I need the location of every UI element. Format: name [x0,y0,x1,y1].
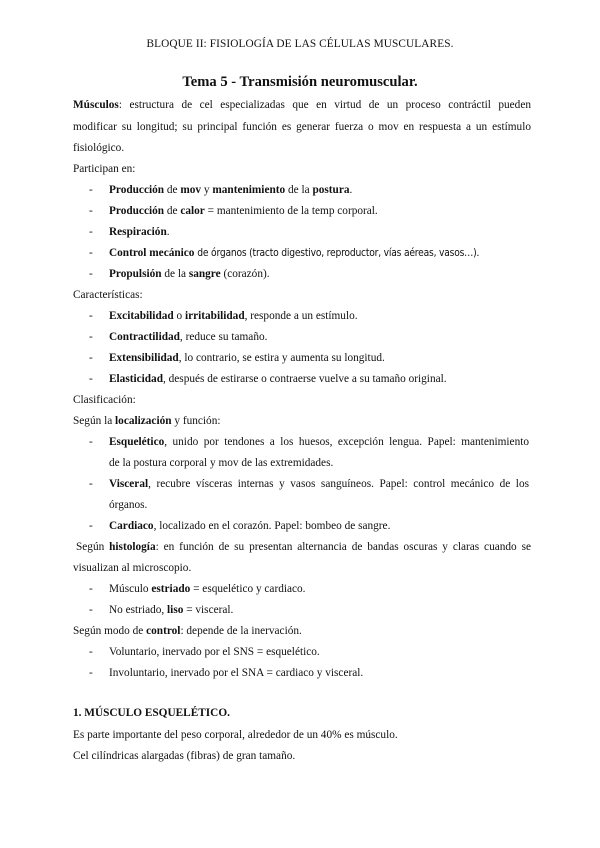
list-dash: - [89,478,93,490]
list-dash: - [89,604,93,616]
list-dash: - [89,583,93,595]
list-item: Esquelético, unido por tendones a los huesos, excepción lengua. Papel: mantenimiento [109,436,529,448]
section-line-2: Cel cilíndricas alargadas (fibras) de gran tamaño. [73,750,296,762]
histologia-line-1: Según histología: en función de su presentan alternancia de bandas oscuras y claras cuando se [76,541,531,553]
page-title: Tema 5 - Transmisión neuromuscular. [182,74,418,90]
participan-label: Participan en: [73,163,136,175]
histologia-line-2: visualizan al microscopio. [73,562,192,574]
list-item: Excitabilidad o irritabilidad, responde a un estímulo. [109,310,358,322]
list-item: Cardiaco, localizado en el corazón. Papel: bombeo de sangre. [109,520,391,532]
control-line: Según modo de control: depende de la inervación. [73,625,302,637]
list-item: Involuntario, inervado por el SNA = cardiaco y visceral. [109,667,364,679]
list-item: No estriado, liso = visceral. [109,604,234,616]
list-item: Producción de mov y mantenimiento de la postura. [109,184,353,196]
list-dash: - [89,373,93,385]
list-dash: - [89,268,93,280]
list-dash: - [89,520,93,532]
intro-term: Músculos [73,99,119,111]
list-dash: - [89,352,93,364]
list-dash: - [89,331,93,343]
list-item-continuation: órganos. [109,499,148,511]
list-item: Respiración. [109,226,170,238]
list-dash: - [89,184,93,196]
section-line-1: Es parte importante del peso corporal, alrededor de un 40% es músculo. [73,729,398,741]
list-dash: - [89,667,93,679]
list-item: Elasticidad, después de estirarse o contraerse vuelve a su tamaño original. [109,373,447,385]
list-item: Extensibilidad, lo contrario, se estira y aumenta su longitud. [109,352,385,364]
list-dash: - [89,226,93,238]
list-item: Control mecánico de órganos (tracto digestivo, reproductor, vías aéreas, vasos…). [109,247,480,259]
caracteristicas-label: Características: [73,289,143,301]
intro-line-3: fisiológico. [73,142,125,154]
list-dash: - [89,436,93,448]
intro-line-2: modificar su longitud; su principal función es generar fuerza o mov en respuesta a un estímulo [73,121,531,133]
clasificacion-label: Clasificación: [73,394,136,406]
localizacion-line: Según la localización y función: [73,415,221,427]
list-item-continuation: de la postura corporal y mov de las extremidades. [109,457,334,469]
list-item: Músculo estriado = esquelético y cardiaco. [109,583,306,595]
intro-line-1: Músculos: estructura de cel especializadas que en virtud de un proceso contráctil pueden [73,99,531,111]
list-dash: - [89,247,93,259]
list-item: Voluntario, inervado por el SNS = esquelético. [109,646,320,658]
list-dash: - [89,310,93,322]
list-item: Contractilidad, reduce su tamaño. [109,331,268,343]
page-header: BLOQUE II: FISIOLOGÍA DE LAS CÉLULAS MUSCULARES. [146,38,454,50]
list-dash: - [89,646,93,658]
section-heading: 1. MÚSCULO ESQUELÉTICO. [73,707,230,719]
list-item: Producción de calor = mantenimiento de la temp corporal. [109,205,378,217]
list-item: Propulsión de la sangre (corazón). [109,268,270,280]
list-dash: - [89,205,93,217]
list-item: Visceral, recubre vísceras internas y vasos sanguíneos. Papel: control mecánico de los [109,478,529,490]
